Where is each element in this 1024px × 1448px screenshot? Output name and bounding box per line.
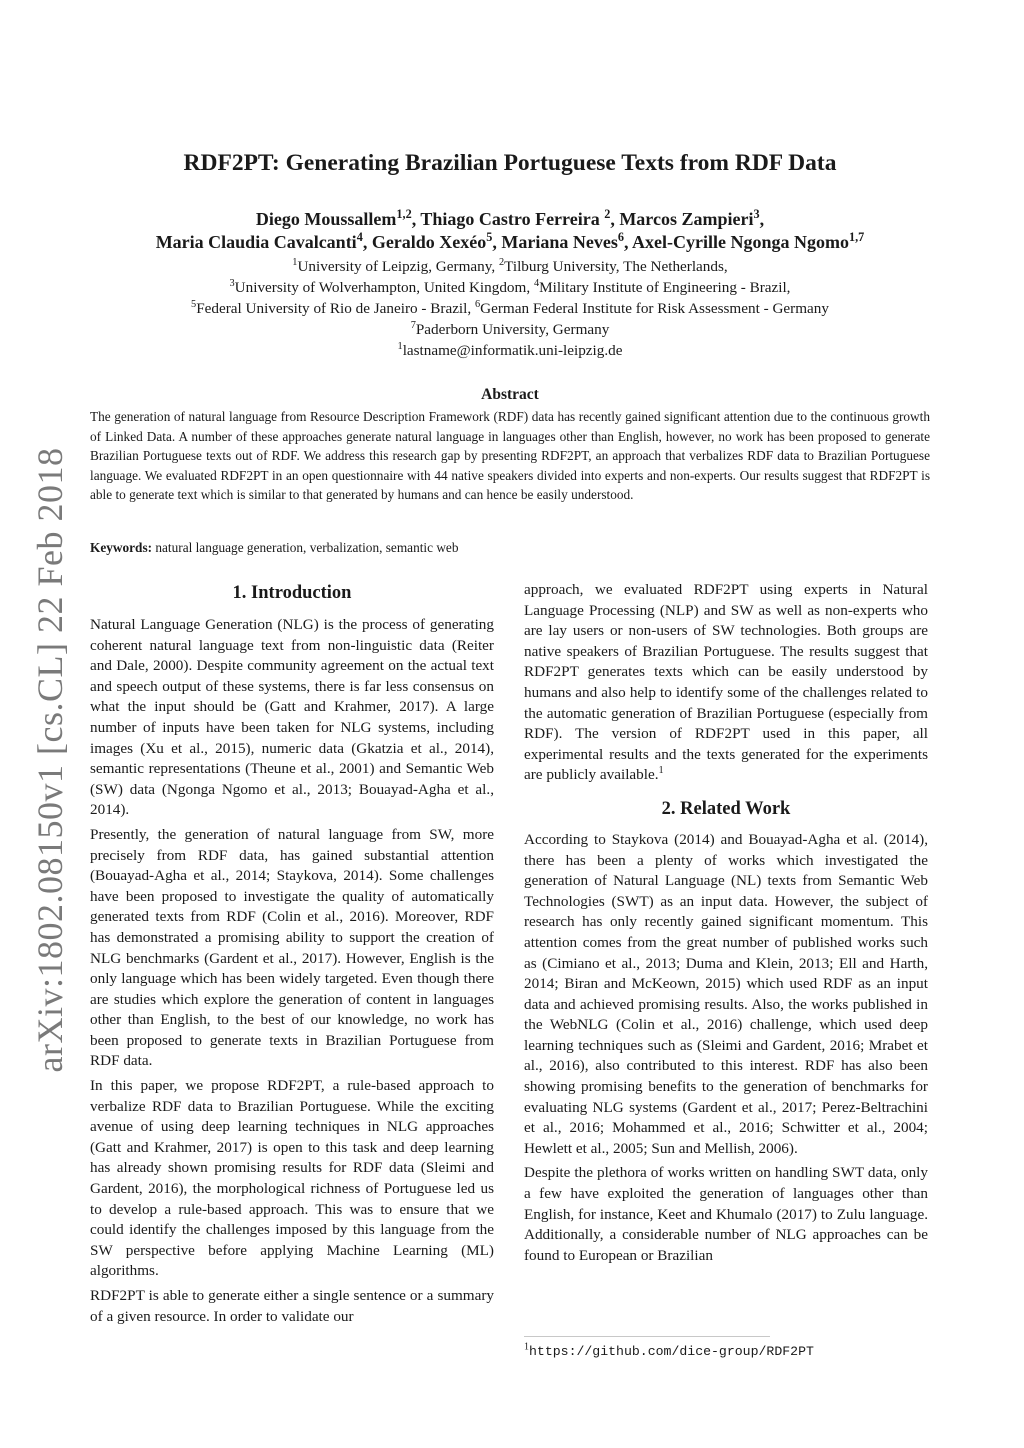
footnote [524, 1341, 928, 1359]
author: Axel-Cyrille Ngonga Ngomo$^{1,7}$ [632, 230, 865, 252]
author: Diego Moussallem$^{1,2}$, [255, 207, 421, 229]
affiliation-line: $^1$University of Leipzig, Germany, $^2$Tilburg University, The Netherlands, [292, 256, 728, 275]
author: Maria Claudia Cavalcanti$^4$, [155, 230, 372, 252]
author: Geraldo Xexéo$^5$, [371, 230, 502, 252]
right-column [524, 580, 928, 1270]
footnote-url[interactable]: https://github.com/dice-group/RDF2PT [529, 1344, 814, 1359]
paragraph: In this paper, we propose RDF2PT, a rule-based approach to verbalize RDF data to Brazilian Portuguese. While the exciting avenue of using deep learning techniques in NLG approaches (Gatt and Krahmer, 2017) is open to this task and deep learning has already shown promising results for RDF data (Sleimi and Gardent, 2016), the morphological richness of Portuguese led us to develop a rule-based approach. This was to ensure that we could identify the challenges imposed by this language from the SW perspective before applying Machine Learning (ML) algorithms. [90, 1077, 494, 1280]
author: Marcos Zampieri$^3$, [619, 207, 765, 229]
author: Thiago Castro Ferreira $^2$, [420, 207, 620, 229]
keywords-label: Keywords: [90, 540, 153, 555]
affiliation-line: $^7$Paderborn University, Germany [410, 319, 610, 338]
affiliation-line: $^5$Federal University of Rio de Janeiro - Brazil, $^6$German Federal Institute for Risk Assessment - Germany [191, 298, 829, 317]
abstract-text: The generation of natural language from Resource Description Framework (RDF) data has recently gained significant attention due to the continuous growth of Linked Data. A number of these approaches generate natural language in languages other than English, however, no work has been proposed to generate Brazilian Portuguese texts out of RDF. We address this research gap by presenting RDF2PT, an approach that verbalizes RDF data to Brazilian Portuguese language. We evaluated RDF2PT in an open questionnaire with 44 native speakers divided into experts and non-experts. Our results suggest that RDF2PT is able to generate text which is similar to that generated by humans and can hence be easily understood. [90, 409, 930, 503]
footnote-divider [524, 1336, 770, 1337]
paragraph: According to Staykova (2014) and Bouayad-Agha et al. (2014), there has been a plenty of works which investigated the generation of Natural Language (NL) texts from Semantic Web Technologies (SWT) as an input data. However, the subject of research has only recently gained significant momentum. This attention comes from the great number of published works such as (Cimiano et al., 2013; Duma and Klein, 2013; Ell and Harth, 2014; Biran and McKeown, 2015) which used RDF as an input data and achieved promising results. Also, the works published in the WebNLG (Colin et al., 2016) challenge, which used deep learning techniques such as (Sleimi and Gardent, 2016; Mrabet et al., 2016), also contributed to this interest. RDF has also been showing promising benefits to the generation of benchmarks for evaluating NLG systems (Gardent et al., 2017; Perez-Beltrachini et al., 2016; Mohammed et al., 2016; Schwitter et al., 2004; Hewlett et al., 2005; Sun and Mellish, 2006). [524, 830, 928, 1157]
paragraph: Natural Language Generation (NLG) is the process of generating coherent natural language text from non-linguistic data (Reiter and Dale, 2000). Despite community agreement on the actual text and speech output of these systems, there is far less consensus on what the input should be (Gatt and Krahmer, 2017). A large number of inputs have been taken for NLG systems, including images (Xu et al., 2015), numeric data (Gkatzia et al., 2014), semantic representations (Theune et al., 2001) and Semantic Web (SW) data (Ngonga Ngomo et al., 2013; Bouayad-Agha et al., 2014). [90, 616, 494, 819]
paragraph: RDF2PT is able to generate either a single sentence or a summary of a given resource. In order to validate our [90, 1287, 494, 1325]
paragraph: Presently, the generation of natural language from SW, more precisely from RDF data, has gained substantial attention (Bouayad-Agha et al., 2014; Staykova, 2014). Some challenges have been proposed to investigate the quality of automatically generated texts from RDF (Colin et al., 2016). Moreover, RDF has demonstrated a promising ability to support the creation of NLG benchmarks (Gardent et al., 2017). However, English is the only language which has been widely targeted. Even though there are studies which explore the generation of content in languages other than English, to the best of our knowledge, no work has been proposed to generate texts in Brazilian Portuguese from RDF data. [90, 825, 494, 1070]
keywords [90, 540, 930, 556]
author-list [90, 208, 930, 254]
keywords-text: natural language generation, verbalization, semantic web [152, 540, 459, 555]
paper-title: RDF2PT: Generating Brazilian Portuguese Texts from RDF Data [183, 150, 837, 176]
footnote-number: 1 [524, 1341, 529, 1353]
footnote-marker: 1 [658, 765, 664, 777]
abstract-heading: Abstract [481, 386, 539, 403]
affiliation-list [90, 256, 930, 361]
contact-email: $^1$lastname@informatik.uni-leipzig.de [397, 340, 623, 359]
paragraph: Despite the plethora of works written on handling SWT data, only a few have exploited the generation of languages other than English, for instance, Keet and Khumalo (2017) to Zulu language. Additionally, a considerable number of NLG approaches can be found to European or Brazilian [524, 1164, 928, 1264]
affiliation-line: $^3$University of Wolverhampton, United Kingdom, $^4$Military Institute of Engineering - Brazil, [229, 277, 791, 296]
paragraph: approach, we evaluated RDF2PT using experts in Natural Language Processing (NLP) and SW as well as non-experts who are lay users or non-users of SW technologies. Both groups are native speakers of Brazilian Portuguese. The results suggest that RDF2PT generates texts which can be easily understood by humans and also help to identify some of the challenges related to the automatic generation of Brazilian Portuguese (especially from RDF). The version of RDF2PT used in this paper, all experimental results and the texts generated for the experiments are publicly available.$^1$ [524, 581, 928, 784]
author-line-2 [90, 231, 930, 254]
left-column [90, 580, 494, 1331]
arxiv-identifier-stamp: arXiv:1802.08150v1 [cs.CL] 22 Feb 2018 [30, 447, 70, 1073]
author: Mariana Neves$^6$, [501, 230, 633, 252]
author-line-1 [90, 208, 930, 231]
section-heading-introduction: 1. Introduction [232, 583, 352, 603]
section-heading-related-work: 2. Related Work [661, 798, 791, 819]
